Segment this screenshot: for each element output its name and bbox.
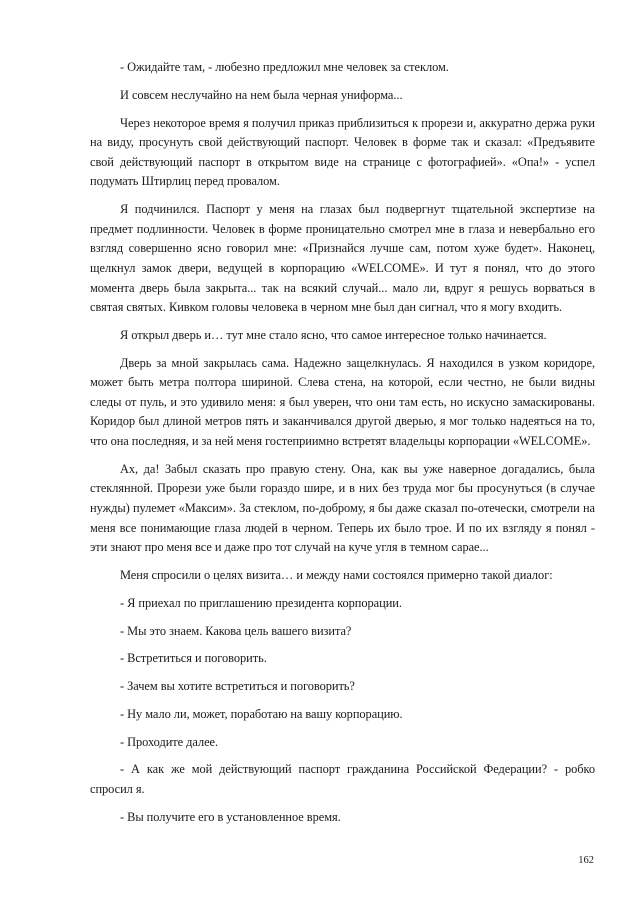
- dialogue-line: - Вы получите его в установленное время.: [120, 809, 341, 824]
- paragraph: Дверь за мной закрылась сама. Надежно защелкнулась. Я находился в узком коридоре, может быть метра полтора шириной. Слева стена, на которой, если честно, не были видны следы от пуль, и это удивило меня: я был уверен, что они там есть, но искусно замаскированы. Коридор был длиной метров пять и заканчивался другой дверью, я мог только надеяться на то, что она последняя, и за ней меня гостеприимно встретят владельцы корпорации «WELCOME».: [90, 355, 595, 449]
- dialogue-line: - Зачем вы хотите встретиться и поговорить?: [120, 679, 355, 694]
- paragraph: Ах, да! Забыл сказать про правую стену. Она, как вы уже наверное догадались, была стеклянной. Прорези уже были гораздо шире, и в них без труда мог бы просунуться (в случае нужды) пулемет «Максим». За стеклом, по-доброму, я бы даже сказал по-отечески, смотрели на меня все понимающие глаза людей в черном. Теперь их было трое. И по их взгляду я понял - эти знают про меня все и даже про тот случай на куче угля в темном сарае...: [90, 461, 595, 555]
- page-number: 162: [578, 855, 594, 866]
- dialogue-line: - Я приехал по приглашению президента корпорации.: [120, 595, 402, 610]
- paragraph: Через некоторое время я получил приказ приблизиться к прорези и, аккуратно держа руки на виду, просунуть свой действующий паспорт. Человек в форме так и сказал: «Предъявите свой действующий паспорт в открытом виде на странице с фотографией». «Опа!» - успел подумать Штирлиц перед провалом.: [90, 115, 595, 189]
- paragraph: Я подчинился. Паспорт у меня на глазах был подвергнут тщательной экспертизе на предмет подлинности. Человек в форме проницательно смотрел мне в глаза и невербально его взгляд совершенно ясно говорил мне: «Признайся лучше сам, потом хуже будет». Наконец, щелкнул замок двери, ведущей в корпорацию «WELCOME». И тут я понял, что до этого момента дверь была закрыта... так на всякий случай... мало ли, вдруг я решусь ворваться в святая святых. Кивком головы человека в черном мне был дан сигнал, что я могу входить.: [90, 202, 595, 315]
- paragraph: И совсем неслучайно на нем была черная униформа...: [120, 87, 403, 102]
- dialogue-line: - Ну мало ли, может, поработаю на вашу корпорацию.: [120, 706, 403, 721]
- paragraph: Я открыл дверь и… тут мне стало ясно, что самое интересное только начинается.: [120, 327, 547, 342]
- dialogue-line: - Встретиться и поговорить.: [120, 651, 267, 666]
- dialogue-line: - Мы это знаем. Какова цель вашего визита?: [120, 623, 352, 638]
- dialogue-line: - Проходите далее.: [120, 734, 219, 749]
- body-text: [90, 58, 595, 836]
- dialogue-line: - А как же мой действующий паспорт гражданина Российской Федерации? - робко спросил я.: [90, 762, 595, 797]
- paragraph: - Ожидайте там, - любезно предложил мне человек за стеклом.: [120, 60, 449, 74]
- paragraph: Меня спросили о целях визита… и между нами состоялся примерно такой диалог:: [120, 567, 553, 582]
